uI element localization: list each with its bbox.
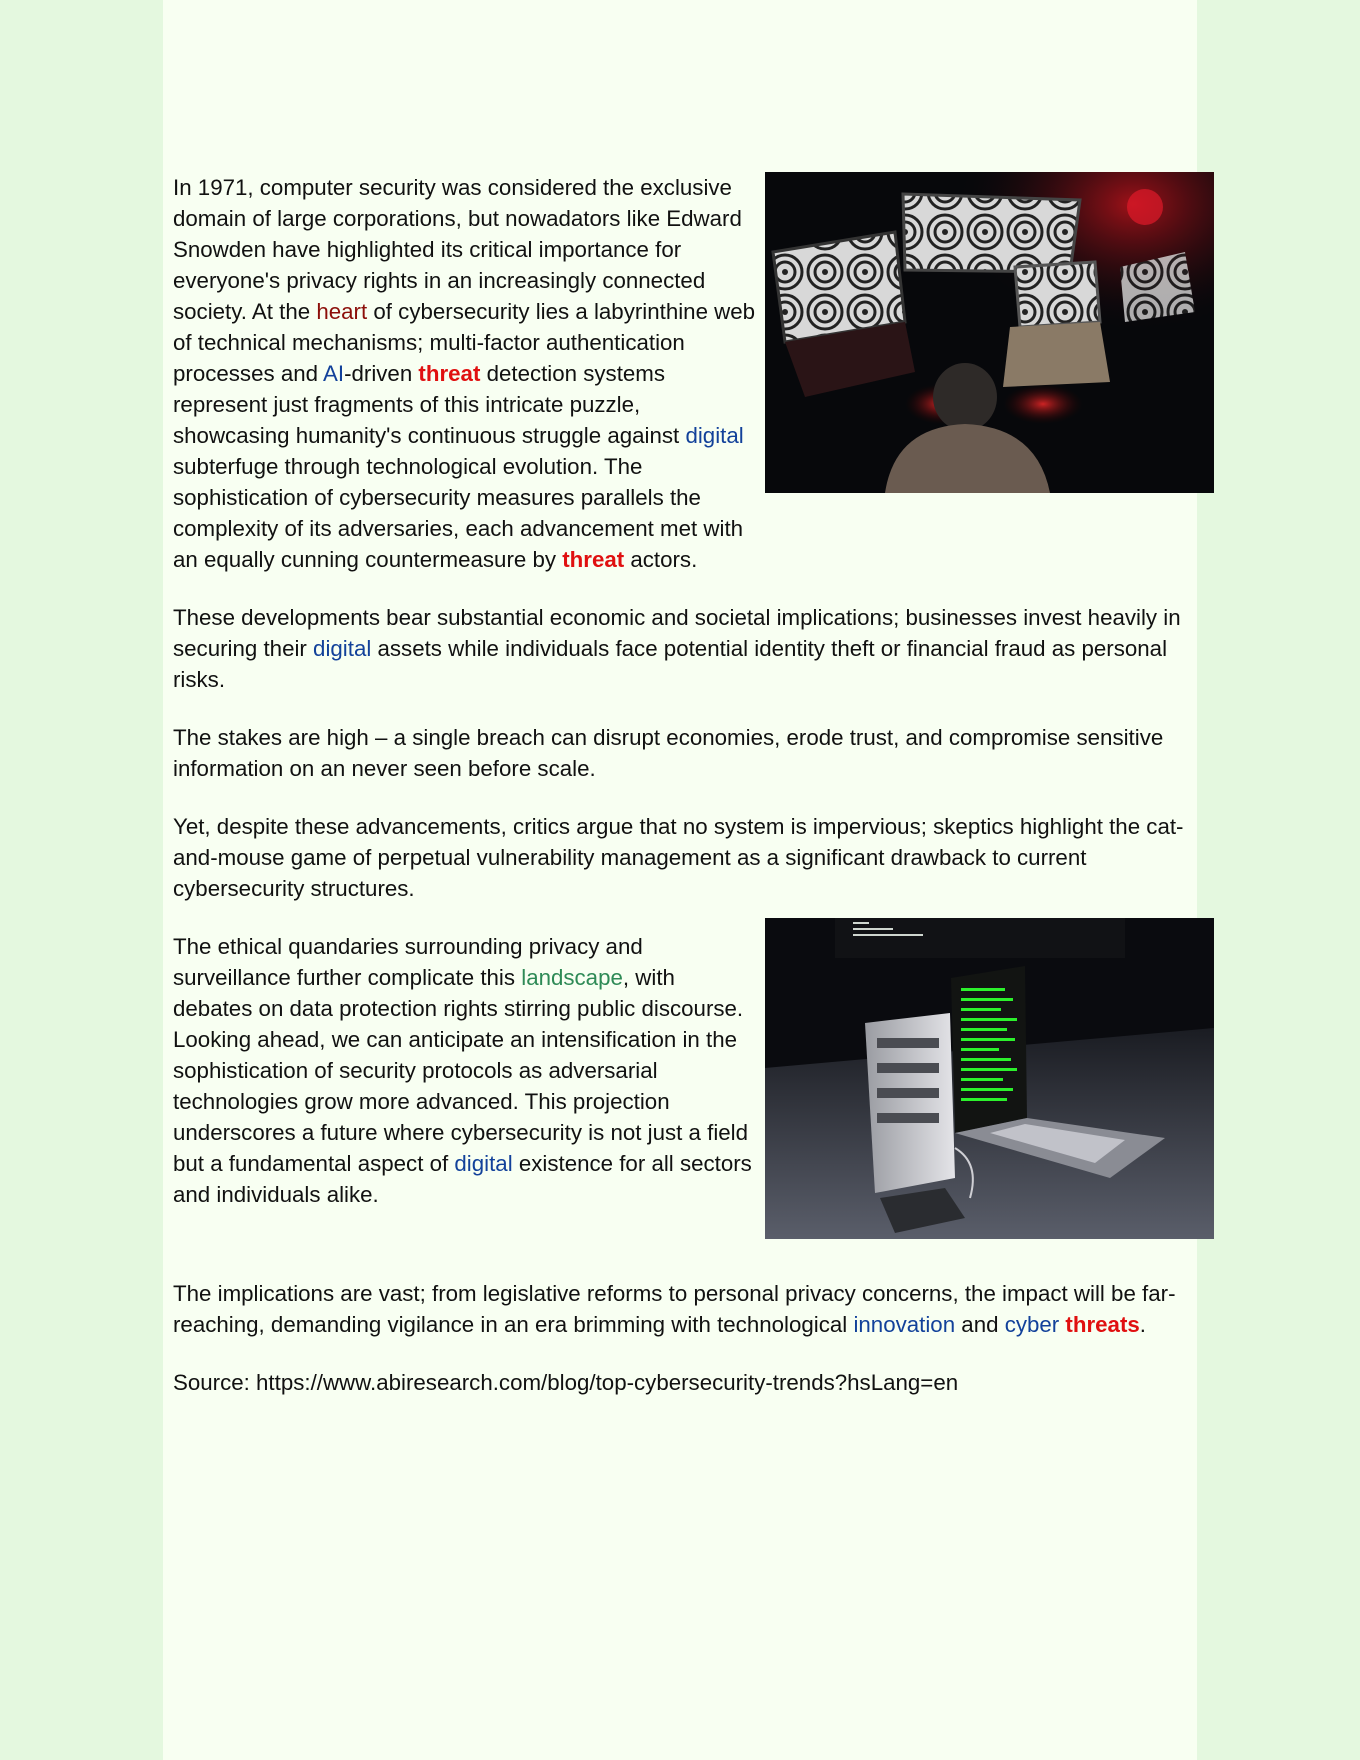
highlight-threats: threats (1065, 1312, 1140, 1337)
text-segment: assets while individuals face potential identity theft or financial fraud as personal risks. (173, 636, 1168, 692)
intro-paragraph (173, 172, 756, 575)
text-segment: These developments bear substantial economic and societal implications; businesses invest heavily in securing their (173, 605, 1181, 661)
highlight-digital: digital (454, 1151, 513, 1176)
ethics-paragraph (173, 931, 756, 1210)
text-segment: subterfuge through technological evolution. The sophistication of cybersecurity measures parallels the complexity of its adversaries, each advancement met with an equally cunning countermeasure by (173, 454, 744, 572)
laptop-terminal-image (765, 918, 1214, 1239)
intro-section (173, 172, 1223, 575)
highlight-innovation: innovation (853, 1312, 956, 1337)
highlight-threat: threat (562, 547, 625, 572)
text-segment: actors. (624, 547, 698, 572)
critics-paragraph: Yet, despite these advancements, critics argue that no system is impervious; skeptics highlight the cat-and-mouse game of perpetual vulnerability management as a significant drawback to current cybersecurity structures. (173, 814, 1184, 901)
text-segment: , with debates on data protection rights stirring public discourse. Looking ahead, we can anticipate an intensification in the sophistication of security protocols as adversarial technologies grow more advanced. This projection underscores a future where cybersecurity is not just a field but a fundamental aspect of (173, 965, 749, 1176)
text-segment: of cybersecurity lies a labyrinthine web of technical mechanisms; multi-factor authentication processes and (173, 299, 756, 386)
text-segment: existence for all sectors and individuals alike. (173, 1151, 752, 1207)
highlight-cyber: cyber (1004, 1312, 1060, 1337)
text-segment: detection systems represent just fragments of this intricate puzzle, showcasing humanity's continuous struggle against (173, 361, 686, 448)
economic-paragraph (173, 602, 1223, 695)
text-segment: In 1971, computer security was considered the exclusive domain of large corporations, but nowadators like Edward Snowden have highlighted its critical importance for everyone's privacy rights in an increasingly connected society. At the (173, 175, 742, 324)
text-segment: and (955, 1312, 1005, 1337)
document-page (163, 0, 1197, 1760)
highlight-landscape: landscape (521, 965, 623, 990)
text-segment: . (1139, 1312, 1146, 1337)
text-segment: The implications are vast; from legislative reforms to personal privacy concerns, the impact will be far-reaching, demanding vigilance in an era brimming with technological (173, 1281, 1176, 1337)
highlight-threat: threat (418, 361, 481, 386)
article-body (173, 172, 1223, 1425)
text-segment: The ethical quandaries surrounding privacy and surveillance further complicate this (173, 934, 643, 990)
highlight-ai: AI (322, 361, 345, 386)
hacker-monitors-image (765, 172, 1214, 493)
highlight-digital: digital (313, 636, 372, 661)
ethics-section (173, 931, 1223, 1278)
source-citation: Source: https://www.abiresearch.com/blog/top-cybersecurity-trends?hsLang=en (173, 1370, 959, 1395)
implications-paragraph (173, 1278, 1223, 1340)
text-segment: -driven (344, 361, 419, 386)
highlight-digital: digital (685, 423, 744, 448)
highlight-heart: heart (316, 299, 368, 324)
stakes-paragraph: The stakes are high – a single breach can disrupt economies, erode trust, and compromise sensitive information on an never seen before scale. (173, 725, 1164, 781)
